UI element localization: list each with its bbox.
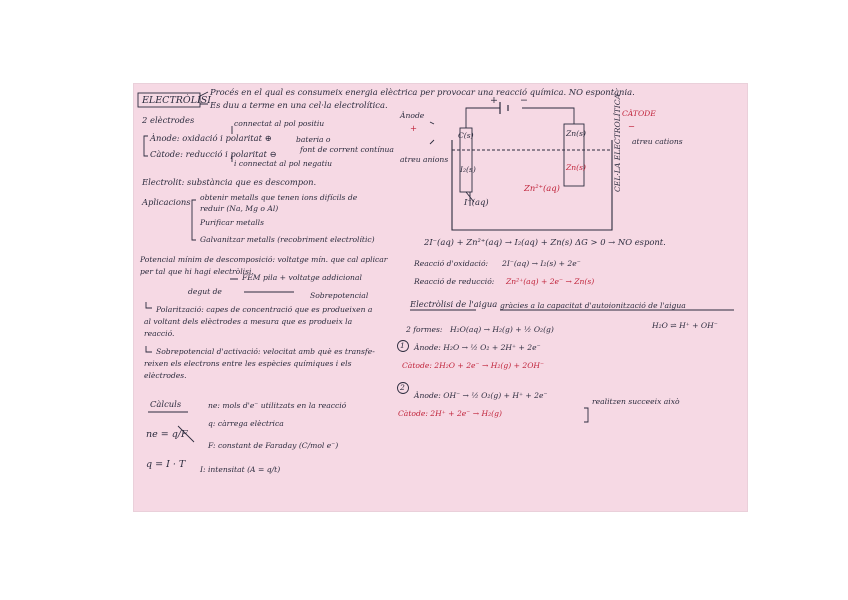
- anode-pointer: [430, 122, 434, 144]
- cathode-label: CÀTODE: [622, 109, 656, 118]
- form-2-number: 2: [400, 383, 405, 392]
- aplicacions-label: Aplicacions: [142, 197, 191, 207]
- zn-deposit-label: Zn(s): [566, 163, 586, 172]
- wire: [466, 108, 574, 128]
- degut-label: degut de: [188, 287, 222, 296]
- atreu-anions-label: atreu anions: [400, 155, 449, 164]
- fem-label: FEM pila + voltatge addicional: [242, 273, 362, 282]
- atreu-cations-label: atreu cations: [632, 137, 683, 146]
- form-1-cathode: Càtode: 2H₂O + 2e⁻ → H₂(g) + 2OH⁻: [402, 361, 545, 370]
- cathode-definition: Càtode: reducció i polaritat ⊖: [150, 149, 277, 159]
- iodine-label: I₂(s): [460, 165, 476, 174]
- font-corrent-label: font de corrent contínua: [300, 145, 394, 154]
- form-2-note: realitzen succeeix això: [592, 397, 680, 406]
- battery-plus: +: [490, 95, 498, 106]
- right-electrode-label: Zn(s): [566, 129, 586, 138]
- notes-sheet: [134, 84, 747, 511]
- bateria-label: bateria o: [296, 135, 331, 144]
- ne-equation: ne = q/F: [146, 429, 188, 440]
- water-title: Electròlisi de l'aigua: [410, 299, 498, 309]
- zinc-ion-label: Zn²⁺(aq): [524, 183, 560, 193]
- potential-line-2: per tal que hi hagi electròlisi.: [140, 267, 254, 276]
- ne-definition: ne: mols d'e⁻ utilitzats en la reacció: [208, 401, 347, 410]
- cell-label: CEL·LA ELECTROLÍTICA: [613, 93, 622, 192]
- overpotential-line-3: elèctrodes.: [144, 371, 187, 380]
- q-definition: q: càrrega elèctrica: [208, 419, 284, 428]
- polarization-line-1: Polarització: capes de concentració que es produeixen a: [156, 305, 373, 314]
- calculs-heading: Càlculs: [150, 399, 182, 409]
- water-overall: H₂O(aq) → H₂(g) + ½ O₂(g): [450, 325, 554, 334]
- iodide-label: I⁻(aq): [464, 197, 489, 207]
- water-description: gràcies a la capacitat d'autoionització de l'aigua: [500, 301, 686, 310]
- intensity-definition: I: intensitat (A = q/t): [200, 465, 281, 474]
- anode-sign: +: [410, 123, 418, 133]
- anode-label: Ànode: [400, 111, 425, 120]
- battery-minus: −: [520, 95, 528, 106]
- battery: [500, 102, 508, 114]
- q-equation: q = I · T: [146, 459, 186, 470]
- sobrepotencial-label: Sobrepotencial: [310, 291, 369, 300]
- reduction-label: Reacció de reducció:: [414, 277, 495, 286]
- title: ELECTRÒLISI: [142, 95, 212, 106]
- overpotential-line-2: reixen els electrons entre les espècies químiques i els: [144, 359, 352, 368]
- application-1a: obtenir metalls que tenen ions difícils de: [200, 193, 358, 202]
- form-2-cathode: Càtode: 2H⁺ + 2e⁻ → H₂(g): [398, 409, 502, 418]
- anode-definition: Ànode: oxidació i polaritat ⊕: [150, 133, 272, 143]
- form-2-anode: Ànode: OH⁻ → ½ O₂(g) + H⁺ + 2e⁻: [414, 391, 548, 400]
- definition-2: Es duu a terme en una cel·la electrolítica.: [210, 100, 388, 110]
- connect-positive: connectat al pol positiu: [234, 119, 325, 128]
- oxidation-equation: 2I⁻(aq) → I₂(s) + 2e⁻: [502, 259, 581, 268]
- overall-reaction: 2I⁻(aq) + Zn²⁺(aq) → I₂(aq) + Zn(s) ΔG > 0 → NO espont.: [424, 237, 666, 247]
- application-2: Purificar metalls: [200, 218, 264, 227]
- two-forms-label: 2 formes:: [406, 325, 443, 334]
- definition-1: Procés en el qual es consumeix energia elèctrica per provocar una reacció química. NO espontània.: [210, 87, 635, 97]
- faraday-definition: F: constant de Faraday (C/mol e⁻): [208, 441, 339, 450]
- aplicacions-bracket: [192, 200, 196, 240]
- application-3: Galvanitzar metalls (recobriment electrolític): [200, 235, 375, 244]
- connect-negative: i connectat al pol negatiu: [234, 159, 333, 168]
- autoionization-equation: H₂O ⇌ H⁺ + OH⁻: [652, 321, 718, 330]
- electrolit-definition: Electrolit: substància que es descompon.: [142, 177, 317, 187]
- electrodes-label: 2 elèctrodes: [142, 115, 195, 125]
- polarization-line-2: al voltant dels elèctrodes a mesura que es produeix la: [144, 317, 353, 326]
- reduction-equation: Zn²⁺(aq) + 2e⁻ → Zn(s): [506, 277, 595, 286]
- form2-bracket: [584, 408, 588, 422]
- left-electrode-label: C(s): [458, 131, 474, 140]
- polarization-line-3: reacció.: [144, 329, 175, 338]
- cathode-sign: −: [628, 121, 636, 131]
- form-1-number: 1: [400, 341, 405, 350]
- potential-line-1: Potencial mínim de descomposició: voltatge mín. que cal aplicar: [140, 255, 388, 264]
- oxidation-label: Reacció d'oxidació:: [414, 259, 489, 268]
- form-1-anode: Ànode: H₂O → ½ O₂ + 2H⁺ + 2e⁻: [414, 343, 541, 352]
- application-1b: reduir (Na, Mg o Al): [200, 204, 279, 213]
- overpotential-line-1: Sobrepotencial d'activació: velocitat amb què es transfe-: [156, 347, 375, 356]
- electrode-bracket: [144, 136, 148, 156]
